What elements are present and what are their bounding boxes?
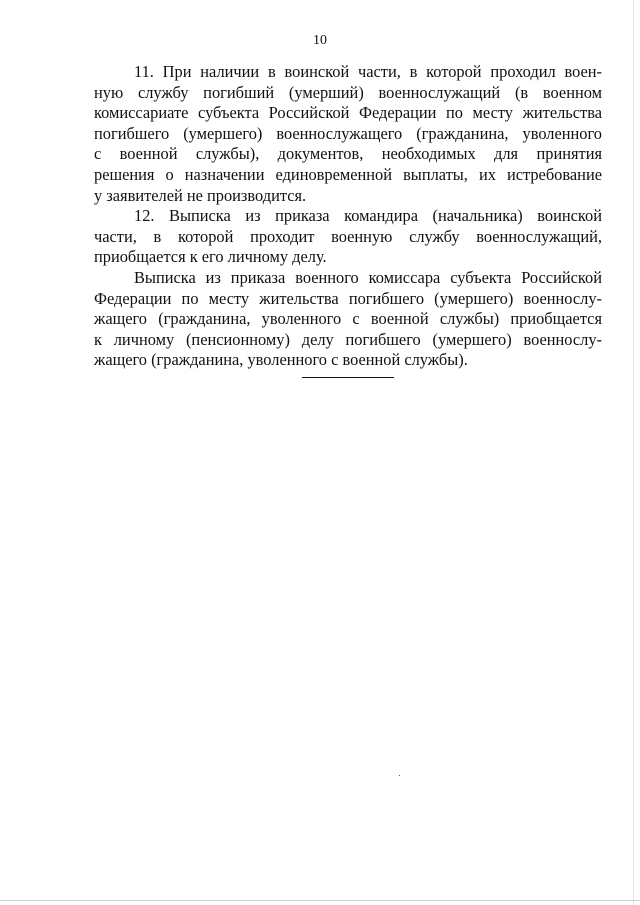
text-line: комиссариате субъекта Российской Федерации по месту жительства: [94, 103, 602, 123]
text-line: у заявителей не производится.: [94, 185, 307, 205]
text-line: решения о назначении единовременной выплаты, их истребование: [94, 164, 602, 184]
end-of-text-divider: [302, 377, 394, 378]
paragraph-commissar-extract: [94, 268, 602, 371]
text-line: к личному (пенсионному) делу погибшего (умершего) военнослу-: [94, 329, 602, 349]
text-line: 12. Выписка из приказа командира (начальника) воинской: [134, 206, 602, 226]
text-line: жащего (гражданина, уволенного с военной службы).: [94, 350, 468, 370]
text-line: части, в которой проходит военную службу военнослужащий,: [94, 226, 602, 246]
text-line: приобщается к его личному делу.: [94, 247, 327, 267]
scan-right-edge: [633, 0, 634, 905]
scan-bottom-edge: [0, 900, 640, 901]
page-number: 10: [313, 33, 327, 48]
text-line: ную службу погибший (умерший) военнослужащий (в военном: [94, 82, 602, 102]
text-line: 11. При наличии в воинской части, в которой проходил воен-: [134, 62, 602, 81]
text-line: Выписка из приказа военного комиссара субъекта Российской: [134, 267, 602, 287]
scan-speck: [399, 775, 400, 776]
text-line: погибшего (умершего) военнослужащего (гражданина, уволенного: [94, 123, 602, 143]
text-line: с военной службы), документов, необходимых для принятия: [94, 144, 602, 164]
document-body: [94, 62, 602, 371]
text-line: жащего (гражданина, уволенного с военной службы) приобщается: [94, 309, 602, 329]
text-line: Федерации по месту жительства погибшего (умершего) военнослу-: [94, 288, 602, 308]
paragraph-11: [94, 62, 602, 206]
paragraph-12: [94, 206, 602, 268]
